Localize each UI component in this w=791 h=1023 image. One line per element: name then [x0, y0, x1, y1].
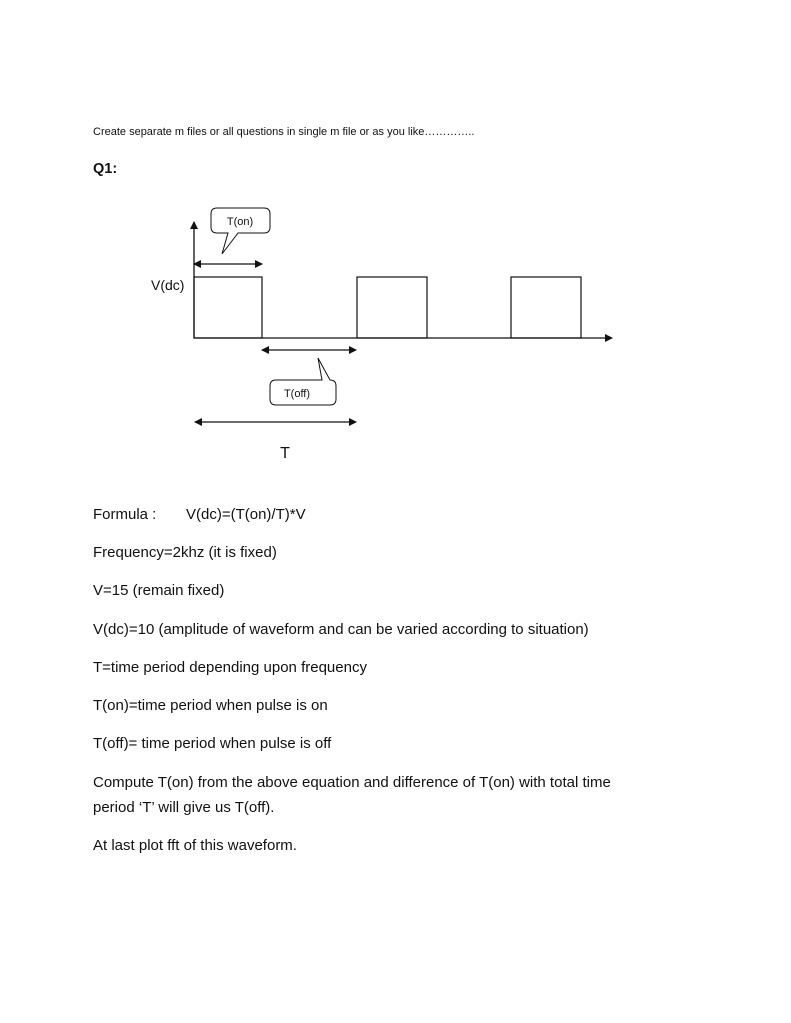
frequency-line: Frequency=2khz (it is fixed) — [93, 544, 277, 561]
vdc-label: V(dc) — [151, 277, 185, 293]
formula-line — [93, 506, 306, 523]
formula-label: Formula : — [93, 506, 157, 523]
pulse-2 — [357, 277, 427, 338]
ton-line: T(on)=time period when pulse is on — [93, 697, 328, 714]
pwm-waveform-diagram — [0, 0, 791, 480]
period-label: T — [280, 445, 290, 462]
compute-line-2: period ‘T’ will give us T(off). — [93, 799, 275, 816]
compute-line-1: Compute T(on) from the above equation and difference of T(on) with total time — [93, 774, 611, 791]
formula-expression: V(dc)=(T(on)/T)*V — [186, 506, 306, 523]
plot-line: At last plot fft of this waveform. — [93, 837, 297, 854]
period-line: T=time period depending upon frequency — [93, 659, 367, 676]
question-title: Q1: — [93, 161, 118, 177]
intro-text: Create separate m files or all questions in single m file or as you like………….. — [93, 126, 475, 138]
toff-label: T(off) — [283, 388, 311, 400]
ton-label: T(on) — [226, 216, 254, 228]
toff-line: T(off)= time period when pulse is off — [93, 735, 332, 752]
voltage-line: V=15 (remain fixed) — [93, 582, 225, 599]
vdc-line: V(dc)=10 (amplitude of waveform and can be varied according to situation) — [93, 621, 589, 638]
pulse-3 — [511, 277, 581, 338]
pulse-1 — [194, 277, 262, 338]
ton-callout — [211, 208, 270, 254]
